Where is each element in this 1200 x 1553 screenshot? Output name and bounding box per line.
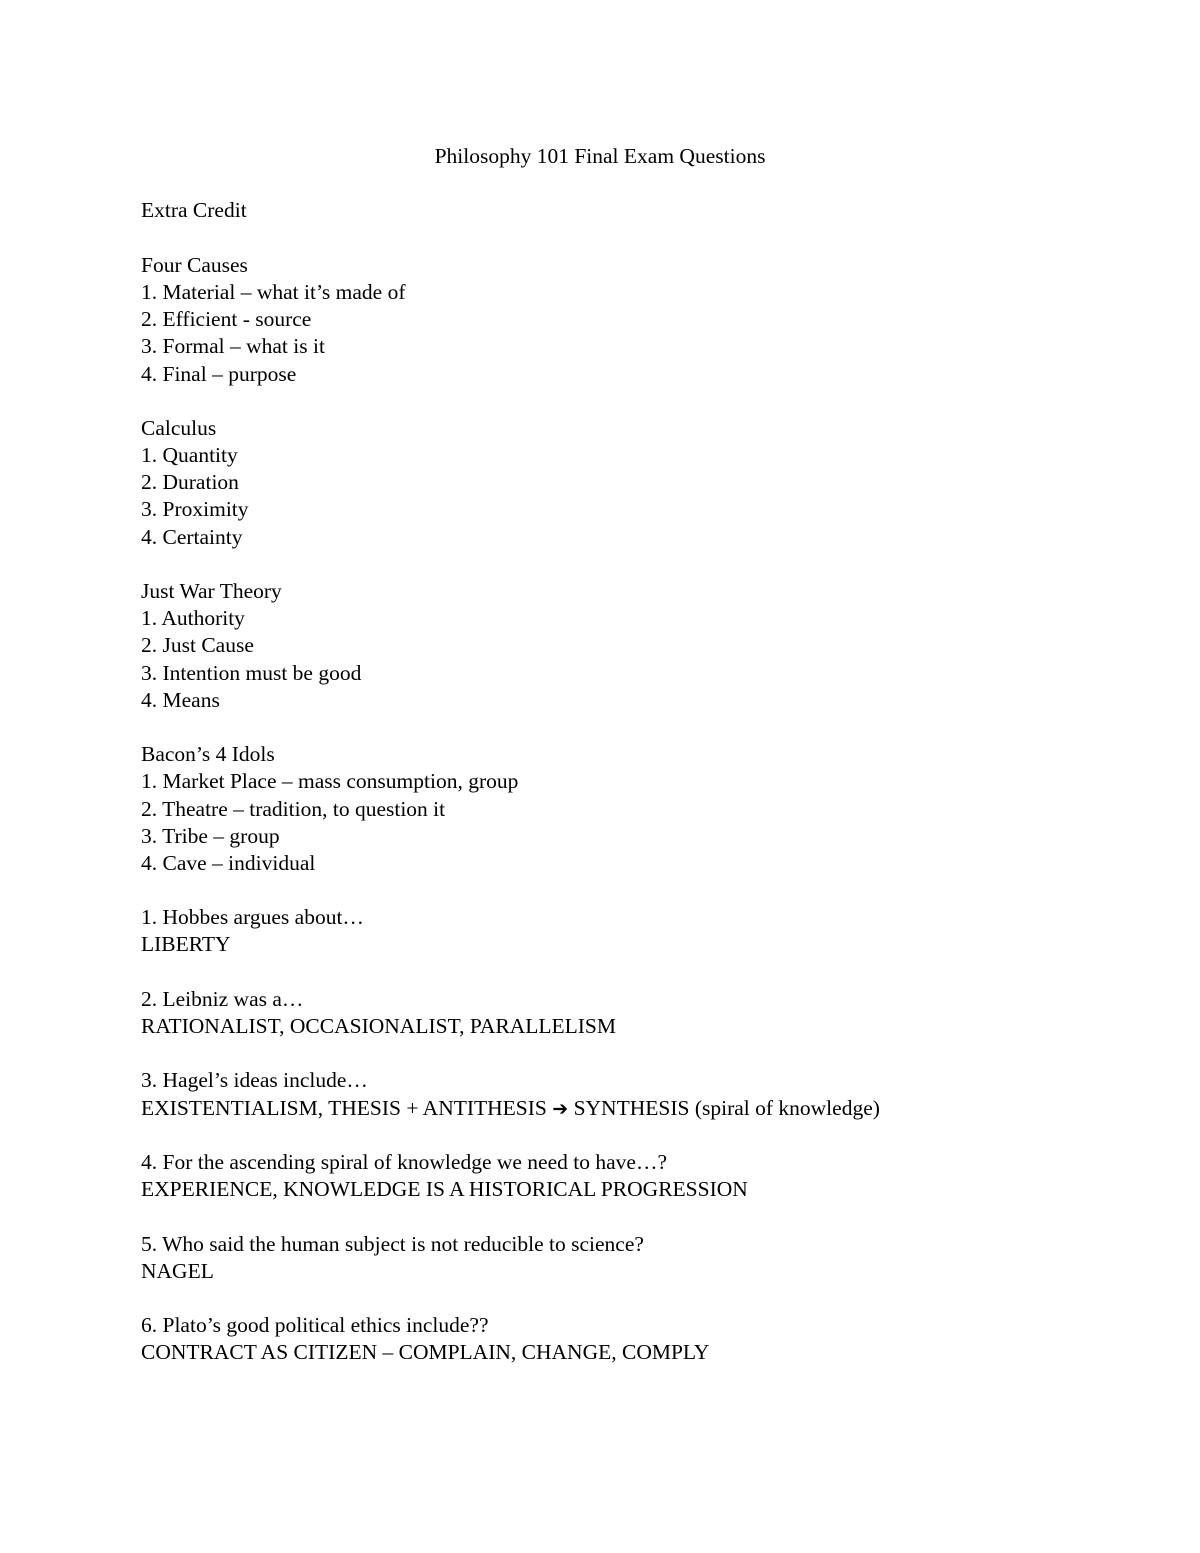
question-block-2 xyxy=(141,986,1081,1040)
extra-credit-heading: Extra Credit xyxy=(141,198,247,223)
list-item: 2. Just Cause xyxy=(141,633,254,658)
spacer xyxy=(141,225,1081,252)
spacer xyxy=(141,1040,1081,1067)
section-just-war-theory xyxy=(141,578,1081,714)
list-item: 3. Formal – what is it xyxy=(141,334,325,359)
section-bacons-idols xyxy=(141,741,1081,877)
question-block-3 xyxy=(141,1067,1081,1121)
list-item: 2. Duration xyxy=(141,470,239,495)
list-item: 2. Efficient - source xyxy=(141,307,312,332)
spacer xyxy=(141,388,1081,415)
answer-text: EXPERIENCE, KNOWLEDGE IS A HISTORICAL PROGRESSION xyxy=(141,1177,748,1202)
list-item: 3. Intention must be good xyxy=(141,660,362,685)
arrow-right-icon: ➔ xyxy=(552,1097,569,1120)
list-item: 4. Final – purpose xyxy=(141,361,297,386)
list-item: 4. Cave – individual xyxy=(141,850,316,875)
section-heading: Calculus xyxy=(141,415,217,440)
list-item: 1. Market Place – mass consumption, group xyxy=(141,769,519,794)
question-text: 6. Plato’s good political ethics include?? xyxy=(141,1313,489,1338)
list-item: 3. Proximity xyxy=(141,497,249,522)
answer-text: CONTRACT AS CITIZEN – COMPLAIN, CHANGE, COMPLY xyxy=(141,1340,710,1365)
spacer xyxy=(141,714,1081,741)
spacer xyxy=(141,1203,1081,1230)
question-block-4 xyxy=(141,1149,1081,1203)
answer-text: RATIONALIST, OCCASIONALIST, PARALLELISM xyxy=(141,1014,617,1038)
spacer xyxy=(141,877,1081,904)
question-block-5 xyxy=(141,1231,1081,1285)
question-block-1 xyxy=(141,904,1081,958)
list-item: 4. Certainty xyxy=(141,524,243,549)
question-text: 3. Hagel’s ideas include… xyxy=(141,1068,368,1093)
question-text: 5. Who said the human subject is not reducible to science? xyxy=(141,1231,644,1256)
answer-text: NAGEL xyxy=(141,1258,214,1283)
answer-text xyxy=(141,1095,1081,1122)
list-item: 3. Tribe – group xyxy=(141,823,280,848)
question-text: 1. Hobbes argues about… xyxy=(141,905,364,930)
spacer xyxy=(141,959,1081,986)
section-heading: Bacon’s 4 Idols xyxy=(141,742,275,767)
list-item: 2. Theatre – tradition, to question it xyxy=(141,796,446,821)
spacer xyxy=(141,551,1081,578)
question-block-6 xyxy=(141,1312,1081,1366)
spacer xyxy=(141,1285,1081,1312)
document-title: Philosophy 101 Final Exam Questions xyxy=(434,144,766,168)
section-four-causes xyxy=(141,252,1081,388)
section-heading: Four Causes xyxy=(141,252,248,277)
spacer xyxy=(141,170,1081,197)
document-page xyxy=(141,143,1081,1366)
question-text: 4. For the ascending spiral of knowledge we need to have…? xyxy=(141,1149,667,1174)
section-calculus xyxy=(141,415,1081,551)
list-item: 1. Quantity xyxy=(141,443,238,468)
section-heading: Just War Theory xyxy=(141,579,282,603)
spacer xyxy=(141,1122,1081,1149)
list-item: 1. Authority xyxy=(141,606,245,631)
list-item: 4. Means xyxy=(141,687,220,712)
answer-text: LIBERTY xyxy=(141,932,231,957)
answer-part-before-arrow: EXISTENTIALISM, THESIS + ANTITHESIS xyxy=(141,1095,547,1120)
list-item: 1. Material – what it’s made of xyxy=(141,279,406,304)
question-text: 2. Leibniz was a… xyxy=(141,986,304,1011)
answer-part-after-arrow: SYNTHESIS (spiral of knowledge) xyxy=(573,1095,880,1120)
